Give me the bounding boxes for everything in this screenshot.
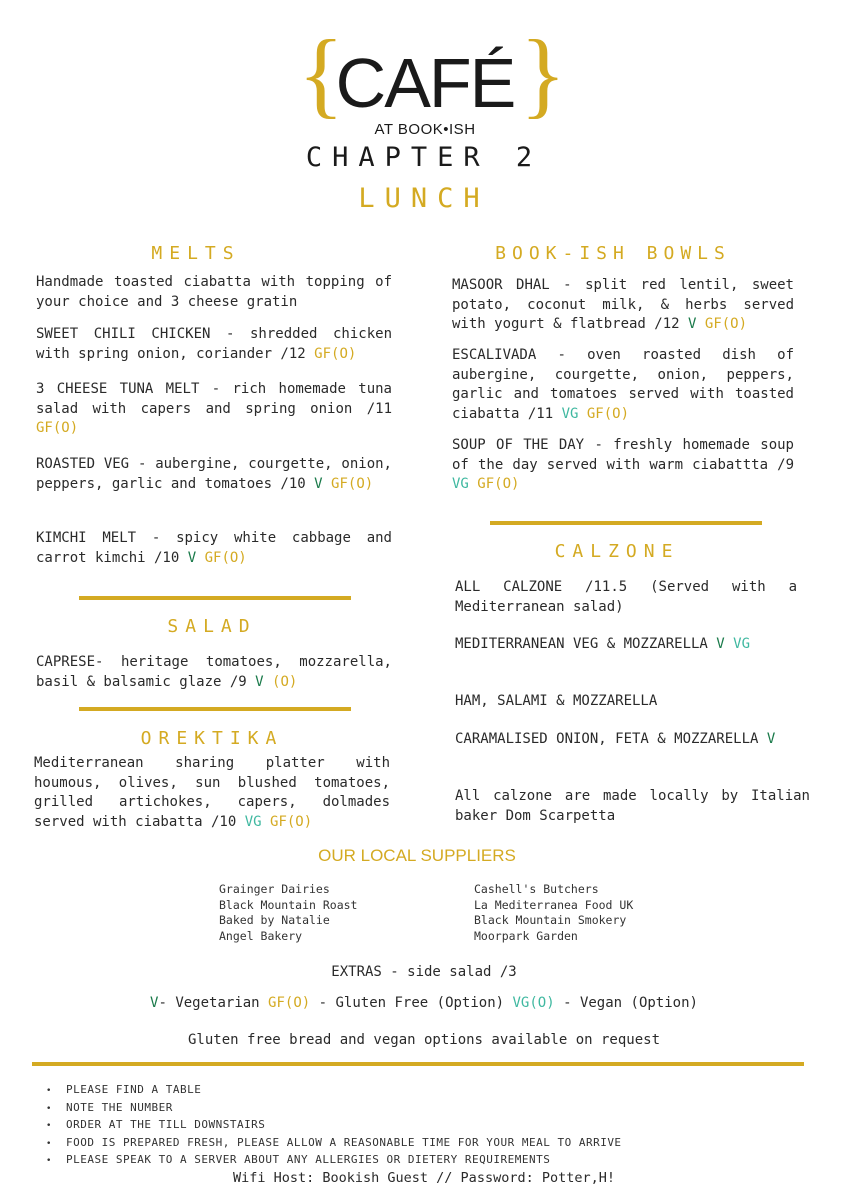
item-text: CAPRESE- heritage tomatoes, mozzarella, basil & balsamic glaze /9 <box>36 654 392 690</box>
menu-item <box>36 380 392 439</box>
divider <box>79 596 351 600</box>
option-mark: (O) <box>272 673 298 690</box>
logo-brace-close: } <box>520 20 567 127</box>
item-text: KIMCHI MELT - spicy white cabbage and carrot kimchi /10 <box>36 530 392 566</box>
legend-label: - Gluten Free (Option) <box>310 995 513 1011</box>
vegetarian-mark: V <box>766 731 776 747</box>
melts-intro: Handmade toasted ciabatta with topping of your choice and 3 cheese gratin <box>36 274 392 310</box>
menu-item <box>455 692 810 712</box>
vegetarian-mark: V <box>716 636 725 652</box>
chapter-title: CHAPTER 2 <box>305 142 543 173</box>
menu-item <box>36 653 392 692</box>
vegetarian-mark: V <box>150 995 159 1011</box>
gluten-free-mark: GF(O) <box>477 476 520 492</box>
vegetarian-mark: V <box>255 673 264 690</box>
meal-title: LUNCH <box>358 183 490 214</box>
cafe-logo <box>298 20 567 138</box>
menu-item <box>455 730 810 750</box>
supplier-name: Baked by Natalie <box>219 913 330 927</box>
vegetarian-mark: V <box>688 316 697 332</box>
gluten-free-mark: GF(O) <box>36 420 79 436</box>
bowls-heading: BOOK-ISH BOWLS <box>495 243 731 264</box>
calzone-all: ALL CALZONE /11.5 (Served with a Mediterranean salad) <box>455 579 797 615</box>
logo-brace-open: { <box>298 20 345 127</box>
orektika-heading: OREKTIKA <box>140 728 284 749</box>
supplier-name: Grainger Dairies <box>219 882 330 896</box>
gluten-free-mark: GF(O) <box>204 549 247 566</box>
extras: EXTRAS - side salad /3 <box>331 964 517 980</box>
instructions-list <box>46 1082 746 1170</box>
menu-item <box>452 276 794 335</box>
suppliers-heading: OUR LOCAL SUPPLIERS <box>318 846 516 865</box>
instruction-item: • ORDER AT THE TILL DOWNSTAIRS <box>46 1117 746 1135</box>
legend-label: - Vegetarian <box>158 995 269 1011</box>
item-text: Mediterranean sharing platter with houmous, olives, sun blushed tomatoes, grilled artichokes, capers, dolmades served with ciabatta /10 <box>34 755 390 830</box>
vegan-mark: VG <box>733 636 751 652</box>
item-text: HAM, SALAMI & MOZZARELLA <box>455 693 658 709</box>
salad-heading: SALAD <box>167 616 257 637</box>
calzone-heading: CALZONE <box>554 541 680 562</box>
supplier-name: Black Mountain Roast <box>219 897 358 912</box>
menu-item <box>452 436 794 495</box>
dietary-legend <box>0 995 848 1011</box>
gluten-free-mark: GF(O) <box>270 813 313 830</box>
vegetarian-mark: V <box>314 475 323 492</box>
instruction-item: • FOOD IS PREPARED FRESH, PLEASE ALLOW A REASONABLE TIME FOR YOUR MEAL TO ARRIVE <box>46 1135 746 1153</box>
vegetarian-mark: V <box>187 549 197 566</box>
vegan-mark: VG <box>561 405 579 422</box>
gluten-free-mark: GF(O) <box>268 995 311 1011</box>
instruction-item: • NOTE THE NUMBER <box>46 1100 746 1118</box>
item-text: MASOOR DHAL - split red lentil, sweet potato, coconut milk, & herbs served with yogurt & flatbread /12 <box>452 277 794 332</box>
melts-heading: MELTS <box>151 243 241 264</box>
menu-item <box>36 325 392 364</box>
item-text: MEDITERRANEAN VEG & MOZZARELLA <box>455 636 717 652</box>
footer-divider <box>32 1062 804 1066</box>
instruction-item: • PLEASE FIND A TABLE <box>46 1082 746 1100</box>
suppliers-right <box>474 882 714 944</box>
item-text: 3 CHEESE TUNA MELT - rich homemade tuna salad with capers and spring onion /11 <box>36 381 392 417</box>
item-text: SOUP OF THE DAY - freshly homemade soup of the day served with warm ciabattta /9 <box>452 437 794 473</box>
menu-item <box>36 455 392 494</box>
supplier-name: Angel Bakery <box>219 928 303 943</box>
suppliers-left <box>219 882 449 944</box>
legend-label: - Vegan (Option) <box>554 995 698 1011</box>
item-text: SWEET CHILI CHICKEN - shredded chicken with spring onion, coriander /12 <box>36 326 392 362</box>
logo-subtitle: AT BOOK•ISH <box>374 121 476 138</box>
item-text: ROASTED VEG - aubergine, courgette, onion, peppers, garlic and tomatoes /10 <box>36 456 392 492</box>
supplier-name: Moorpark Garden <box>474 928 578 943</box>
menu-item <box>452 346 794 424</box>
supplier-name: Cashell's Butchers <box>474 882 599 896</box>
gluten-free-mark: GF(O) <box>704 316 748 332</box>
item-text: ESCALIVADA - oven roasted dish of aubergine, courgette, onion, peppers, garlic and tomatoes served with toasted ciabatta /11 <box>452 347 794 422</box>
vegan-mark: VG(O) <box>512 995 555 1011</box>
item-text: CARAMALISED ONION, FETA & MOZZARELLA <box>455 731 767 747</box>
supplier-name: La Mediterranea Food UK <box>474 897 634 912</box>
gluten-free-note: Gluten free bread and vegan options available on request <box>187 1032 660 1048</box>
calzone-note: All calzone are made locally by Italian baker Dom Scarpetta <box>455 788 810 824</box>
menu-item <box>34 754 390 832</box>
gluten-free-mark: GF(O) <box>314 345 357 362</box>
menu-item <box>36 529 392 568</box>
gluten-free-mark: GF(O) <box>331 475 374 492</box>
divider <box>79 707 351 711</box>
instruction-item: • PLEASE SPEAK TO A SERVER ABOUT ANY ALLERGIES OR DIETERY REQUIREMENTS <box>46 1152 746 1170</box>
gluten-free-mark: GF(O) <box>586 405 630 422</box>
vegan-mark: VG <box>452 476 469 492</box>
vegan-mark: VG <box>244 813 262 830</box>
divider <box>490 521 762 525</box>
wifi-info: Wifi Host: Bookish Guest // Password: Potter,H! <box>232 1170 615 1186</box>
supplier-name: Black Mountain Smokery <box>474 913 627 927</box>
logo-word: CAFÉ <box>335 44 515 122</box>
menu-item <box>455 635 810 655</box>
